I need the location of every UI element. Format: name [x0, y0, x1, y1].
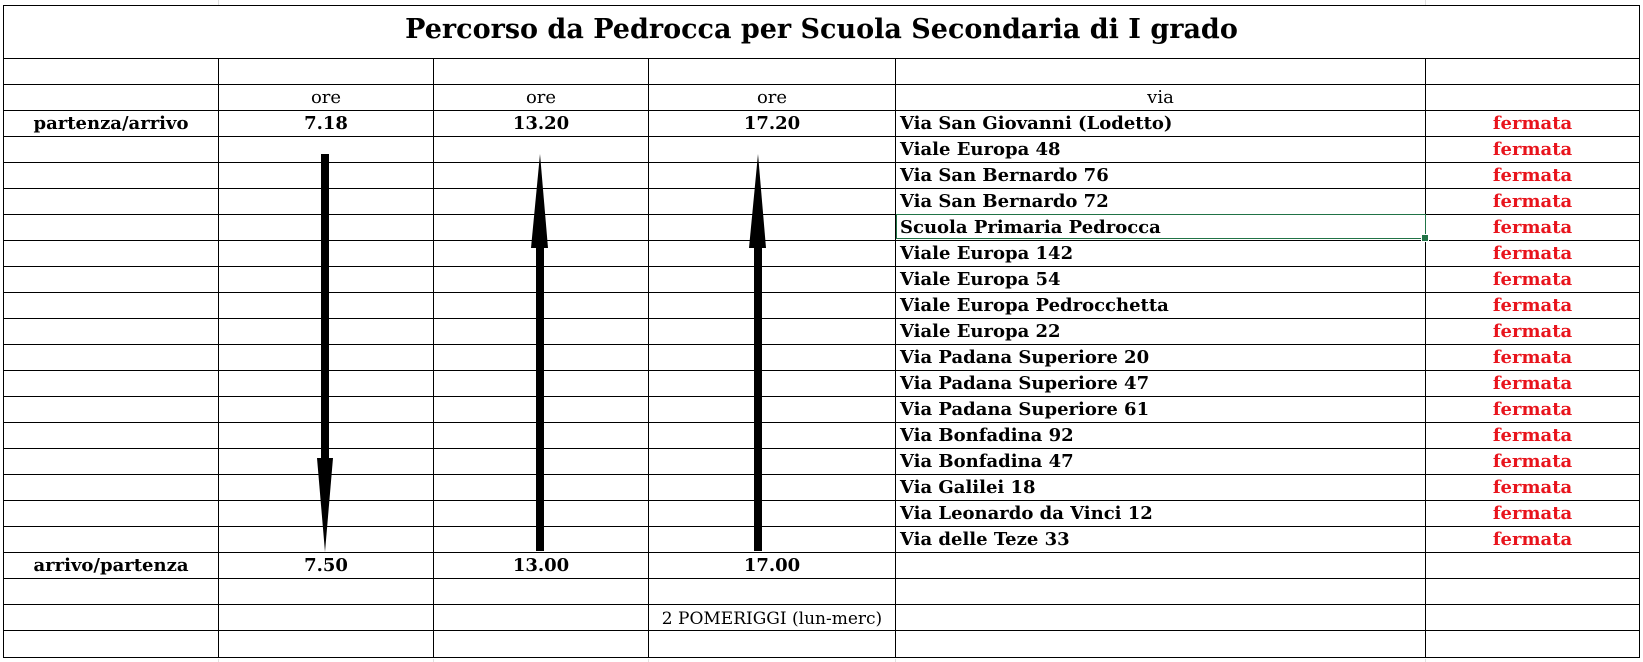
stop-status: fermata — [1492, 243, 1573, 264]
arrow-down-icon — [317, 154, 333, 552]
stop-status: fermata — [1492, 295, 1573, 316]
stop-via-selected-cell[interactable]: Scuola Primaria Pedrocca — [900, 217, 1161, 238]
stop-status: fermata — [1492, 139, 1573, 160]
stop-status: fermata — [1492, 529, 1573, 550]
stop-status: fermata — [1492, 165, 1573, 186]
departure-time-2: 13.20 — [512, 113, 570, 134]
stop-status: fermata — [1492, 113, 1573, 134]
arrival-label: arrivo/partenza — [33, 555, 189, 576]
arrival-time-1: 7.50 — [304, 555, 348, 576]
header-ore-2: ore — [525, 87, 557, 108]
stop-status: fermata — [1492, 217, 1573, 238]
stop-via: Via Leonardo da Vinci 12 — [900, 503, 1153, 524]
stop-status: fermata — [1492, 477, 1573, 498]
header-ore-3: ore — [756, 87, 788, 108]
stop-status: fermata — [1492, 191, 1573, 212]
stop-via: Via Galilei 18 — [900, 477, 1036, 498]
stop-via: Viale Europa 48 — [900, 139, 1061, 160]
stop-via: Via delle Teze 33 — [900, 529, 1070, 550]
stop-status: fermata — [1492, 451, 1573, 472]
stop-via: Via Padana Superiore 47 — [900, 373, 1150, 394]
afternoons-note: 2 POMERIGGI (lun-merc) — [661, 609, 883, 629]
stop-status: fermata — [1492, 399, 1573, 420]
stop-via: Via San Bernardo 72 — [900, 191, 1109, 212]
stop-via: Via Padana Superiore 20 — [900, 347, 1150, 368]
stop-via: Via San Giovanni (Lodetto) — [900, 113, 1173, 134]
header-via: via — [1147, 87, 1174, 108]
arrow-up-icon — [749, 154, 766, 551]
header-ore-1: ore — [310, 87, 342, 108]
stop-via: Viale Europa 22 — [900, 321, 1061, 342]
stop-via: Viale Europa 142 — [900, 243, 1074, 264]
stop-via: Via San Bernardo 76 — [900, 165, 1109, 186]
stop-status: fermata — [1492, 503, 1573, 524]
arrival-time-3: 17.00 — [743, 555, 801, 576]
stop-status: fermata — [1492, 373, 1573, 394]
departure-label: partenza/arrivo — [33, 113, 189, 134]
stop-status: fermata — [1492, 321, 1573, 342]
stop-via: Via Bonfadina 92 — [900, 425, 1074, 446]
stop-status: fermata — [1492, 347, 1573, 368]
arrow-up-icon — [531, 154, 548, 551]
stop-status: fermata — [1492, 425, 1573, 446]
stop-via: Via Padana Superiore 61 — [900, 399, 1150, 420]
page-title: Percorso da Pedrocca per Scuola Secondaria di I grado — [405, 14, 1238, 45]
departure-time-3: 17.20 — [743, 113, 801, 134]
stop-via: Via Bonfadina 47 — [900, 451, 1074, 472]
arrival-time-2: 13.00 — [512, 555, 570, 576]
stop-via: Viale Europa 54 — [900, 269, 1061, 290]
stop-via: Viale Europa Pedrocchetta — [900, 295, 1169, 316]
departure-time-1: 7.18 — [304, 113, 348, 134]
stop-status: fermata — [1492, 269, 1573, 290]
